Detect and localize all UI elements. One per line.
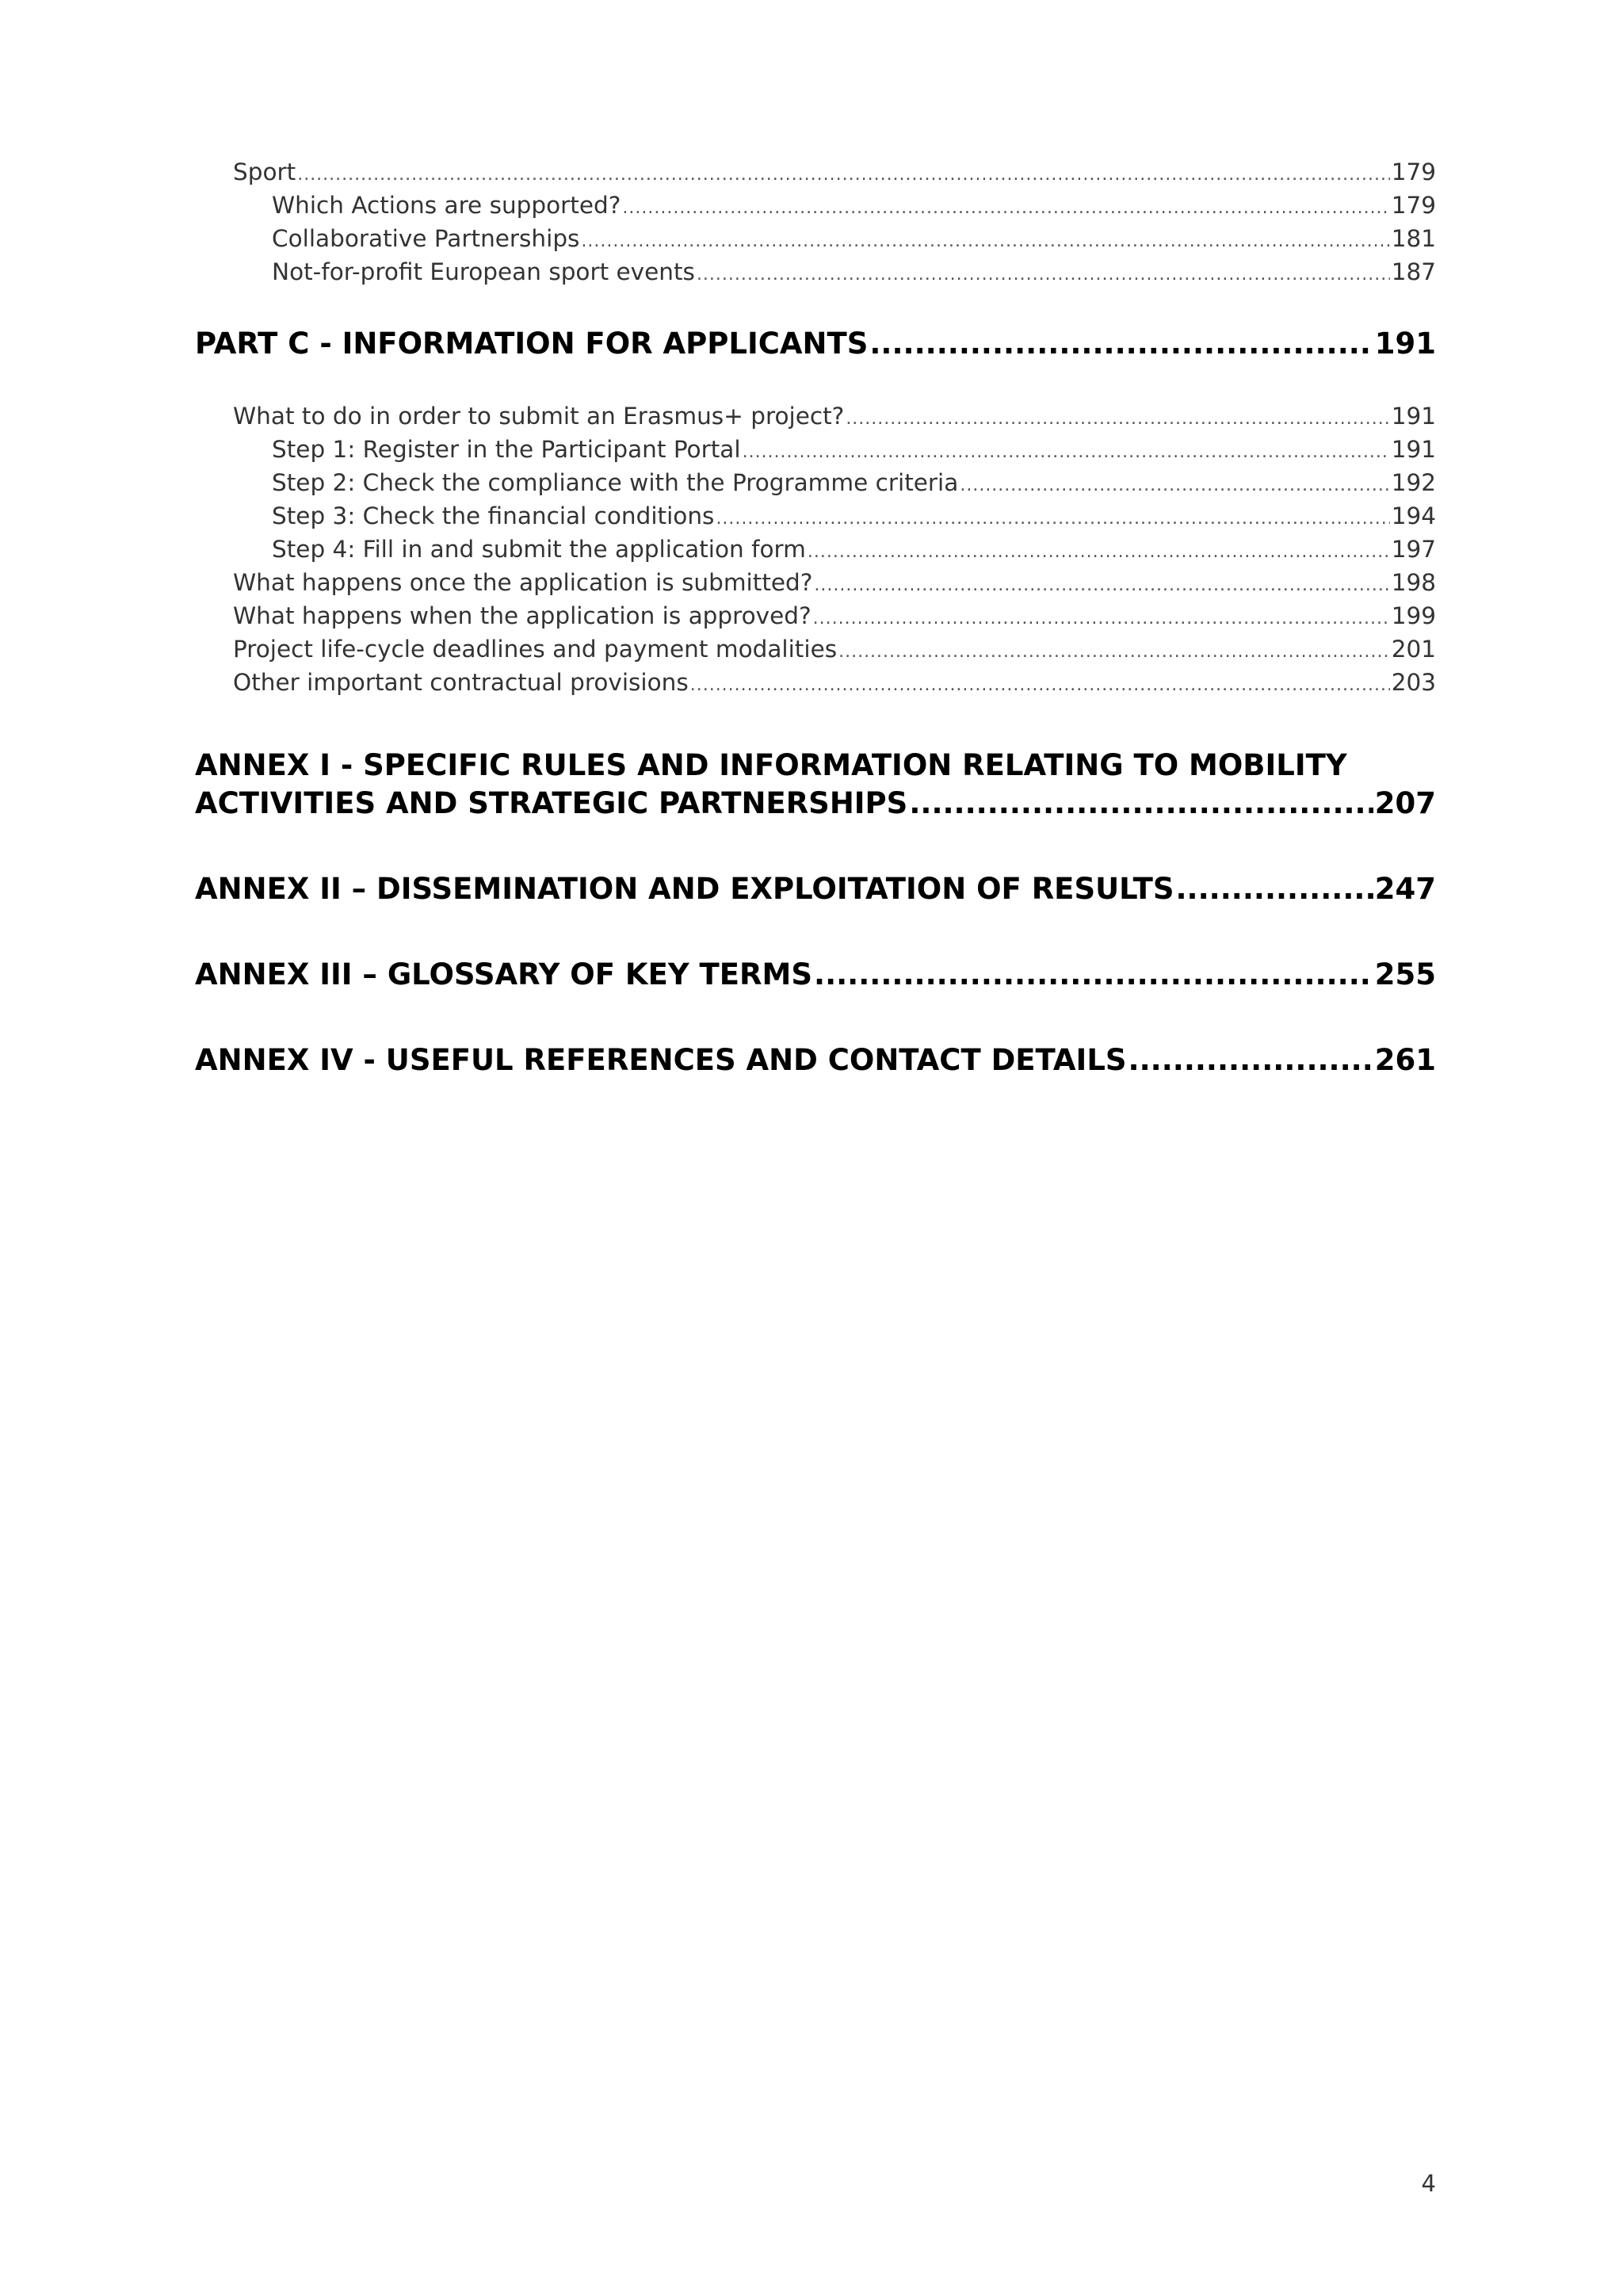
toc-entry-label: Sport	[233, 159, 296, 185]
toc-entry[interactable]	[195, 499, 1436, 533]
toc-heading-page: 247	[1374, 872, 1436, 906]
toc-entry[interactable]	[195, 632, 1436, 666]
toc-leader-dots	[1176, 870, 1373, 908]
toc-entry[interactable]	[195, 189, 1436, 222]
toc-heading-page: 255	[1374, 957, 1436, 991]
toc-entry-label: Which Actions are supported?	[272, 192, 621, 219]
toc-entry[interactable]	[195, 666, 1436, 699]
toc-heading-page: 261	[1374, 1043, 1436, 1077]
toc-entry-page: 181	[1391, 225, 1436, 252]
toc-leader-dots	[690, 669, 1390, 702]
toc-entry[interactable]	[195, 399, 1436, 433]
toc-leader-dots	[838, 636, 1390, 669]
toc-entry[interactable]	[195, 466, 1436, 499]
toc-entry-label: Other important contractual provisions	[233, 669, 689, 696]
toc-heading-annex-i[interactable]	[195, 747, 1436, 823]
toc-heading-label-line1: ANNEX I - SPECIFIC RULES AND INFORMATION RELATING TO MOBILITY	[195, 748, 1347, 782]
toc-entry[interactable]	[195, 155, 1436, 189]
toc-leader-dots	[1128, 1041, 1373, 1079]
toc-entry-page: 179	[1391, 159, 1436, 185]
toc-leader-dots	[909, 785, 1373, 823]
toc-heading-page: 191	[1374, 327, 1436, 361]
toc-entry-page: 198	[1391, 569, 1436, 596]
toc-leader-dots	[581, 225, 1389, 258]
toc-leader-dots	[814, 956, 1373, 994]
toc-leader-dots	[813, 602, 1390, 636]
toc-entry-label: Step 3: Check the financial conditions	[272, 502, 715, 529]
toc-entry-label: Step 1: Register in the Participant Portal	[272, 436, 741, 463]
toc-entry-page: 199	[1391, 602, 1436, 629]
toc-heading-annex-ii[interactable]	[195, 870, 1436, 908]
toc-entry-page: 201	[1391, 636, 1436, 663]
toc-leader-dots	[297, 159, 1389, 192]
table-of-contents	[195, 155, 1436, 1079]
toc-heading-label: ANNEX IV - USEFUL REFERENCES AND CONTACT DETAILS	[195, 1043, 1127, 1077]
toc-entry-page: 187	[1391, 258, 1436, 285]
toc-entry[interactable]	[195, 255, 1436, 288]
toc-entry[interactable]	[195, 599, 1436, 632]
toc-heading-label: PART C - INFORMATION FOR APPLICANTS	[195, 327, 869, 361]
toc-entry-page: 197	[1391, 536, 1436, 563]
toc-leader-dots	[960, 469, 1389, 502]
toc-heading-annex-iii[interactable]	[195, 956, 1436, 994]
toc-entry-page: 203	[1391, 669, 1436, 696]
toc-entry-page: 194	[1391, 502, 1436, 529]
toc-entry-label: What to do in order to submit an Erasmus+ project?	[233, 403, 845, 430]
toc-sport-section	[195, 155, 1436, 288]
toc-entry-page: 179	[1391, 192, 1436, 219]
toc-entry-label: Not-for-profit European sport events	[272, 258, 695, 285]
toc-entry-label: Project life-cycle deadlines and payment modalities	[233, 636, 838, 663]
toc-heading-label: ANNEX III – GLOSSARY OF KEY TERMS	[195, 957, 813, 991]
toc-leader-dots	[808, 536, 1390, 569]
toc-entry-page: 191	[1391, 403, 1436, 430]
toc-part-c-section	[195, 399, 1436, 699]
toc-leader-dots	[716, 502, 1389, 536]
toc-entry[interactable]	[195, 566, 1436, 599]
toc-heading-label-line2: ACTIVITIES AND STRATEGIC PARTNERSHIPS	[195, 786, 908, 820]
toc-leader-dots	[846, 403, 1389, 436]
toc-entry-page: 192	[1391, 469, 1436, 496]
toc-leader-dots	[869, 325, 1373, 363]
toc-entry-label: Step 4: Fill in and submit the application form	[272, 536, 806, 563]
toc-entry-label: What happens once the application is submitted?	[233, 569, 813, 596]
toc-entry[interactable]	[195, 533, 1436, 566]
toc-heading-page: 207	[1374, 786, 1436, 820]
toc-leader-dots	[622, 192, 1389, 225]
toc-entry-label: What happens when the application is approved?	[233, 602, 812, 629]
toc-entry[interactable]	[195, 222, 1436, 255]
toc-heading-part-c[interactable]	[195, 325, 1436, 363]
toc-leader-dots	[743, 436, 1390, 469]
toc-entry-label: Step 2: Check the compliance with the Programme criteria	[272, 469, 959, 496]
toc-entry-label: Collaborative Partnerships	[272, 225, 580, 252]
toc-heading-annex-iv[interactable]	[195, 1041, 1436, 1079]
toc-heading-label: ANNEX II – DISSEMINATION AND EXPLOITATION OF RESULTS	[195, 872, 1174, 906]
toc-leader-dots	[814, 569, 1389, 602]
toc-leader-dots	[697, 258, 1390, 292]
page-number: 4	[1421, 2170, 1436, 2197]
toc-entry-page: 191	[1391, 436, 1436, 463]
toc-entry[interactable]	[195, 433, 1436, 466]
